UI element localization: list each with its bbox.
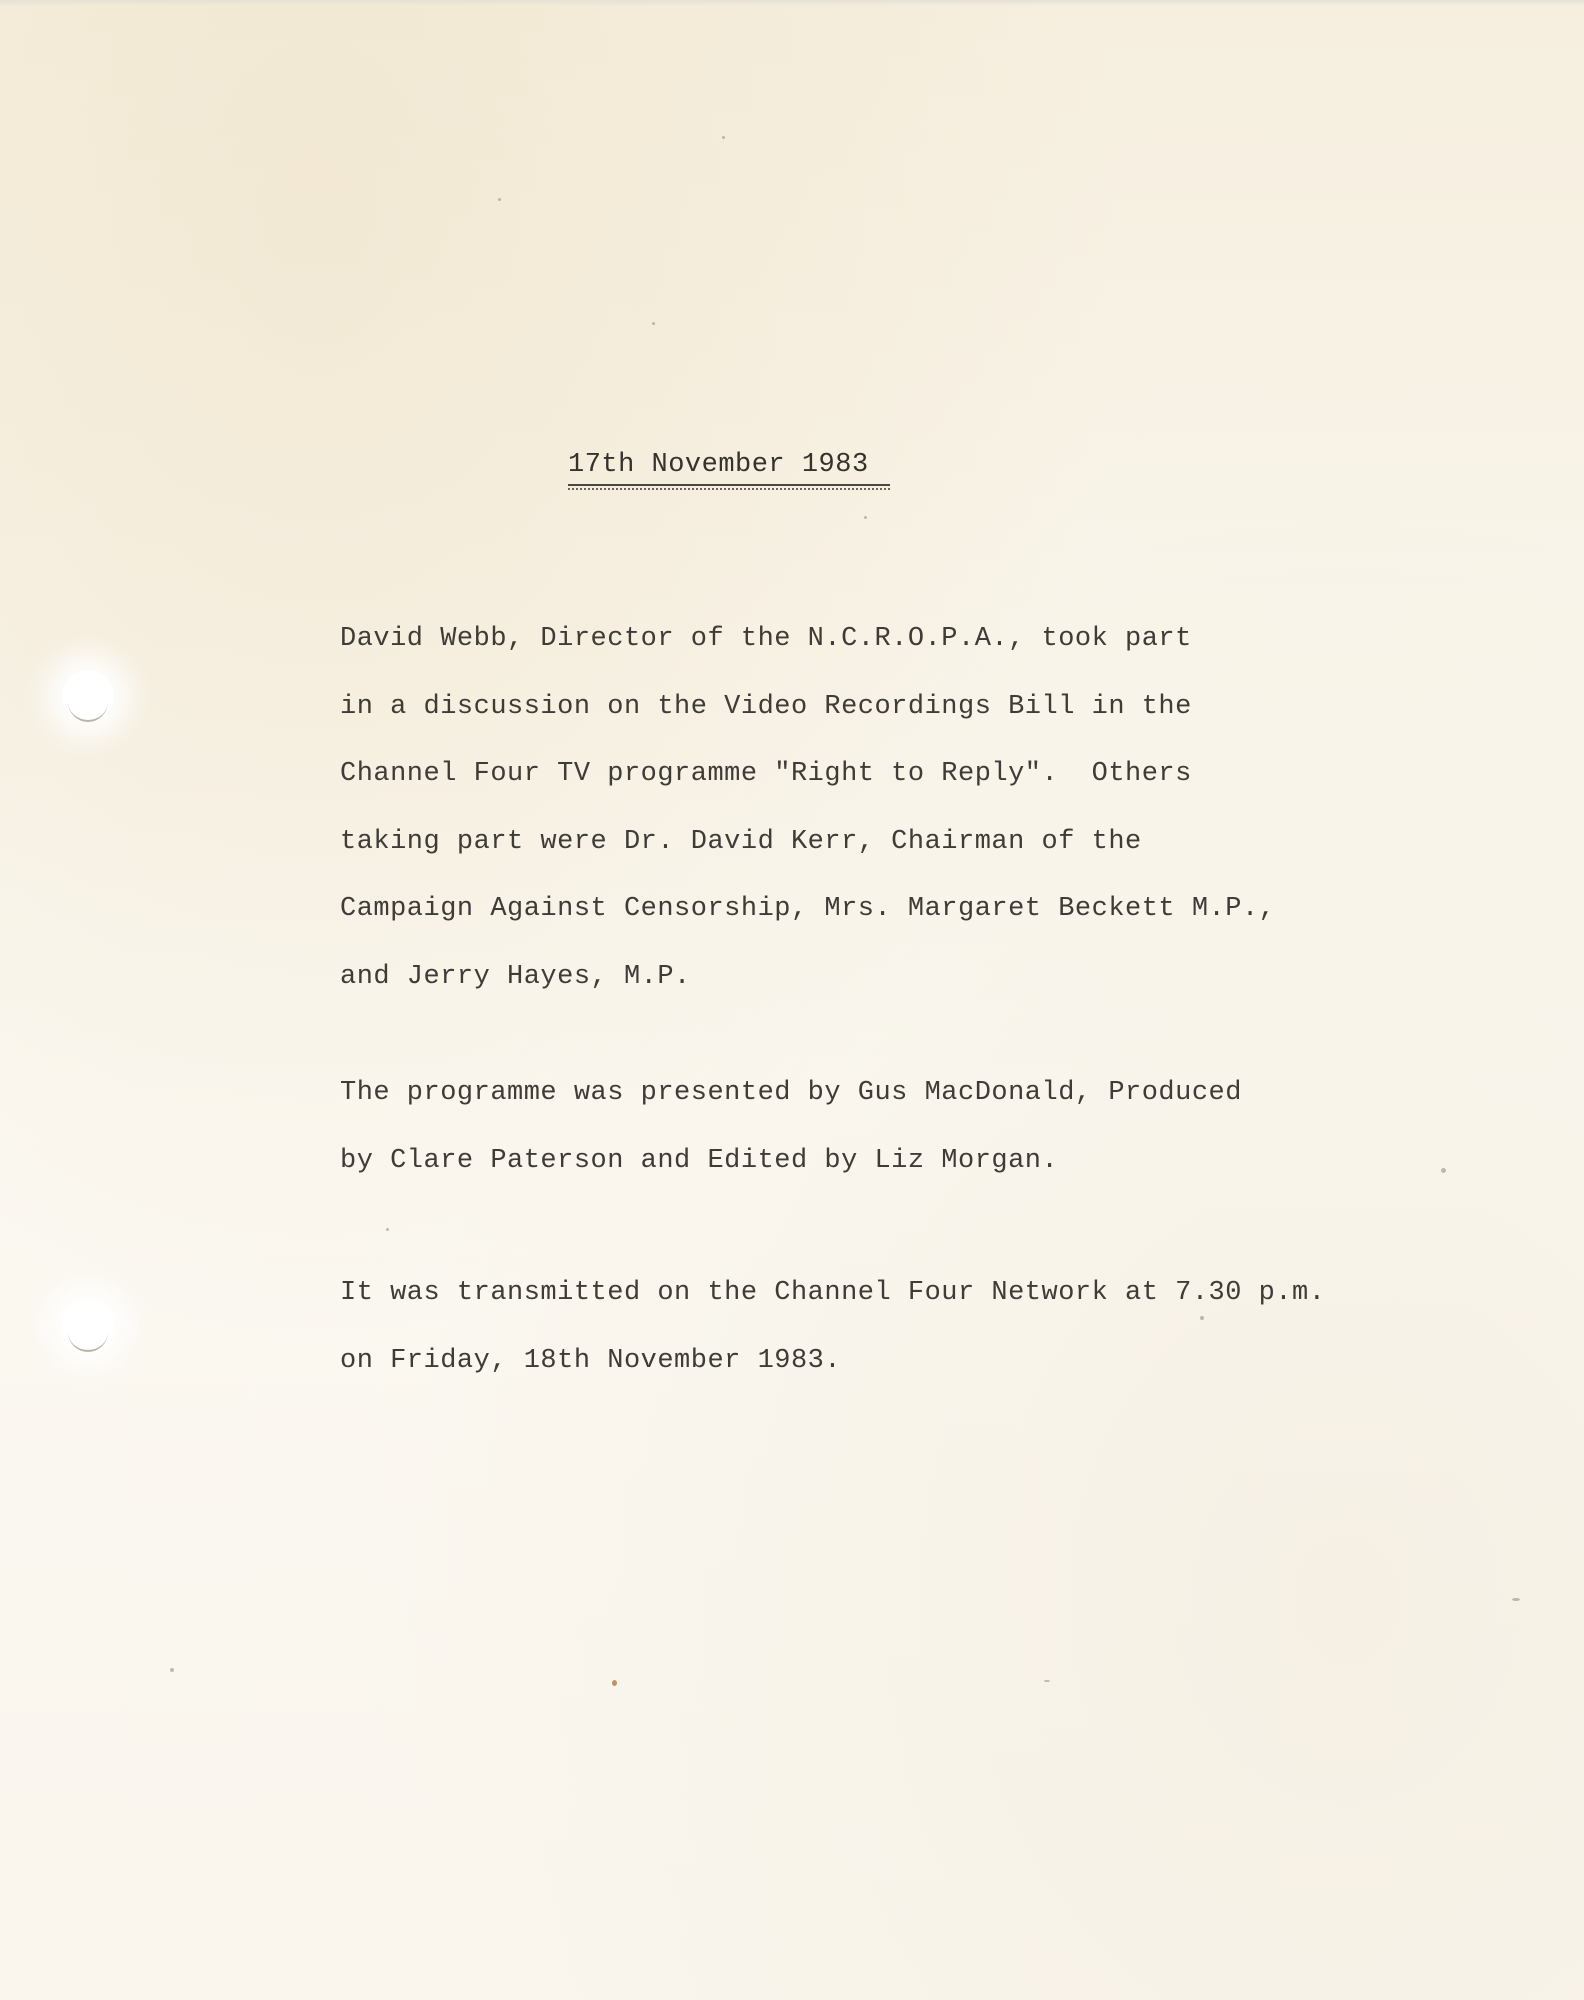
paragraph-participants [340, 606, 1400, 1011]
paper-speck [1200, 1316, 1204, 1320]
paper-speck [652, 322, 655, 325]
paper-speck [498, 198, 501, 201]
text-line: on Friday, 18th November 1983. [340, 1345, 842, 1376]
paper-speck [1044, 1680, 1050, 1682]
paragraph-credits [340, 1060, 1400, 1195]
text-line: Channel Four TV programme "Right to Reply". Others [340, 759, 1192, 789]
page-top-edge [0, 0, 1584, 6]
text-line: It was transmitted on the Channel Four Network at 7.30 p.m. [340, 1278, 1326, 1308]
text-line: Campaign Against Censorship, Mrs. Margaret Beckett M.P., [340, 894, 1276, 924]
paper-speck [170, 1668, 174, 1672]
punch-hole-bottom [62, 1300, 114, 1352]
text-line: and Jerry Hayes, M.P. [340, 961, 691, 992]
punch-hole-top [62, 670, 114, 722]
date-underline [568, 484, 890, 486]
paragraph-transmission [340, 1260, 1400, 1395]
text-line: David Webb, Director of the N.C.R.O.P.A., took part [340, 624, 1192, 654]
paper-speck [1441, 1168, 1446, 1173]
paper-speck [1512, 1598, 1520, 1601]
date-heading: 17th November 1983 [568, 450, 869, 480]
text-line: in a discussion on the Video Recordings Bill in the [340, 691, 1192, 722]
paper-speck [612, 1680, 617, 1686]
paper-speck [386, 1228, 389, 1231]
text-line: The programme was presented by Gus MacDonald, Produced [340, 1078, 1242, 1108]
paper-speck [722, 136, 725, 139]
text-line: by Clare Paterson and Edited by Liz Morgan. [340, 1145, 1059, 1176]
text-line: taking part were Dr. David Kerr, Chairman of the [340, 826, 1142, 857]
paper-speck [864, 516, 867, 519]
